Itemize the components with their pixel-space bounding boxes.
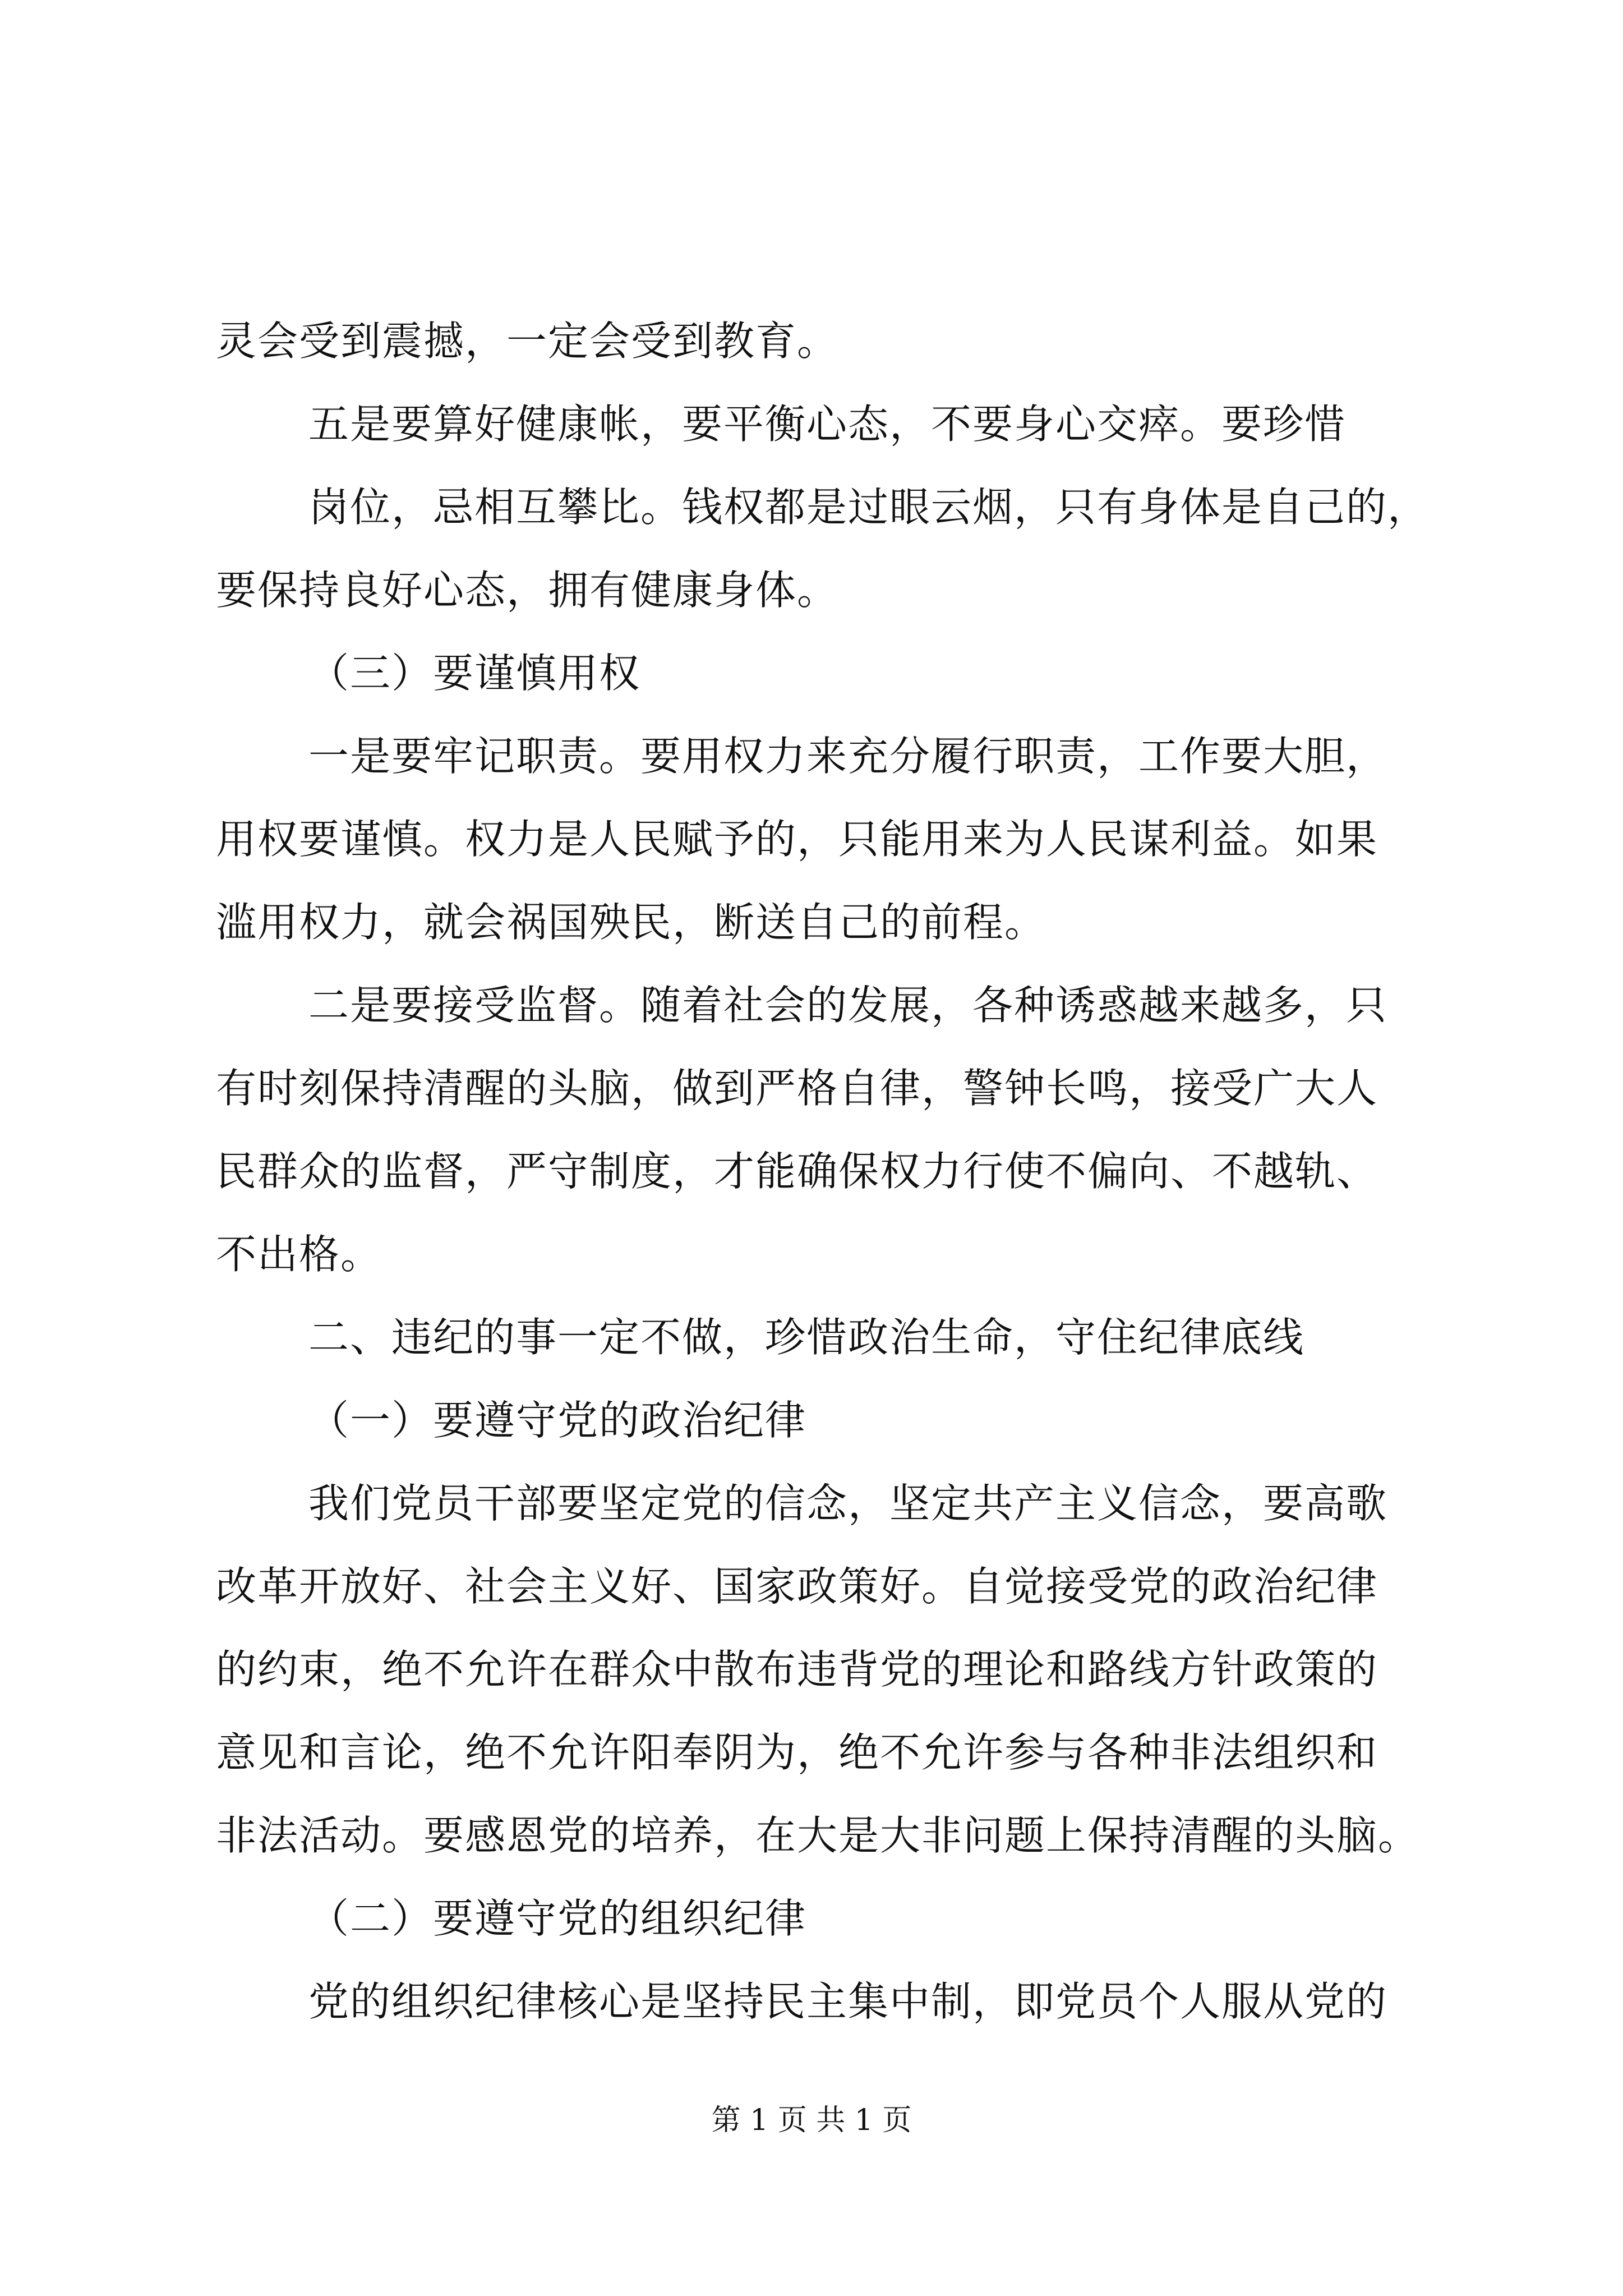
- paragraph-first-line: 我们党员干部要坚定党的信念，坚定共产主义信念，要高歌: [308, 1480, 1388, 1527]
- text-line: 改革开放好、社会主义好、国家政策好。自觉接受党的政治纪律: [216, 1563, 1378, 1610]
- text-line: 意见和言论，绝不允许阳奉阴为，绝不允许参与各种非法组织和: [216, 1729, 1378, 1776]
- section-heading: （三）要谨慎用权: [308, 650, 641, 697]
- paragraph-first-line: 一是要牢记职责。要用权力来充分履行职责，工作要大胆，: [308, 733, 1388, 780]
- text-line: 有时刻保持清醒的头脑，做到严格自律，警钟长鸣，接受广大人: [216, 1065, 1378, 1112]
- paragraph-first-line: 二是要接受监督。随着社会的发展，各种诱惑越来越多，只: [308, 982, 1388, 1029]
- text-line: 要保持良好心态，拥有健康身体。: [216, 567, 839, 614]
- text-line: 非法活动。要感恩党的培养，在大是大非问题上保持清醒的头脑。: [216, 1812, 1420, 1859]
- chapter-heading: 二、违纪的事一定不做，珍惜政治生命，守住纪律底线: [308, 1314, 1305, 1361]
- section-heading: （二）要遵守党的组织纪律: [308, 1895, 807, 1942]
- paragraph-first-line: 党的组织纪律核心是坚持民主集中制，即党员个人服从党的: [308, 1978, 1388, 2025]
- page-number-footer: 第 1 页 共 1 页: [711, 2104, 912, 2137]
- section-heading: （一）要遵守党的政治纪律: [308, 1397, 807, 1444]
- text-line: 民群众的监督，严守制度，才能确保权力行使不偏向、不越轨、: [216, 1148, 1378, 1195]
- paragraph-first-line: 五是要算好健康帐，要平衡心态，不要身心交瘁。要珍惜: [308, 401, 1347, 448]
- text-line: 不出格。: [216, 1231, 382, 1278]
- text-line: 灵会受到震撼，一定会受到教育。: [216, 318, 839, 365]
- text-line: 岗位，忌相互攀比。钱权都是过眼云烟，只有身体是自己的，: [308, 484, 1430, 531]
- text-line: 滥用权力，就会祸国殃民，断送自己的前程。: [216, 899, 1046, 946]
- text-line: 用权要谨慎。权力是人民赋予的，只能用来为人民谋利益。如果: [216, 816, 1378, 863]
- text-line: 的约束，绝不允许在群众中散布违背党的理论和路线方针政策的: [216, 1646, 1378, 1693]
